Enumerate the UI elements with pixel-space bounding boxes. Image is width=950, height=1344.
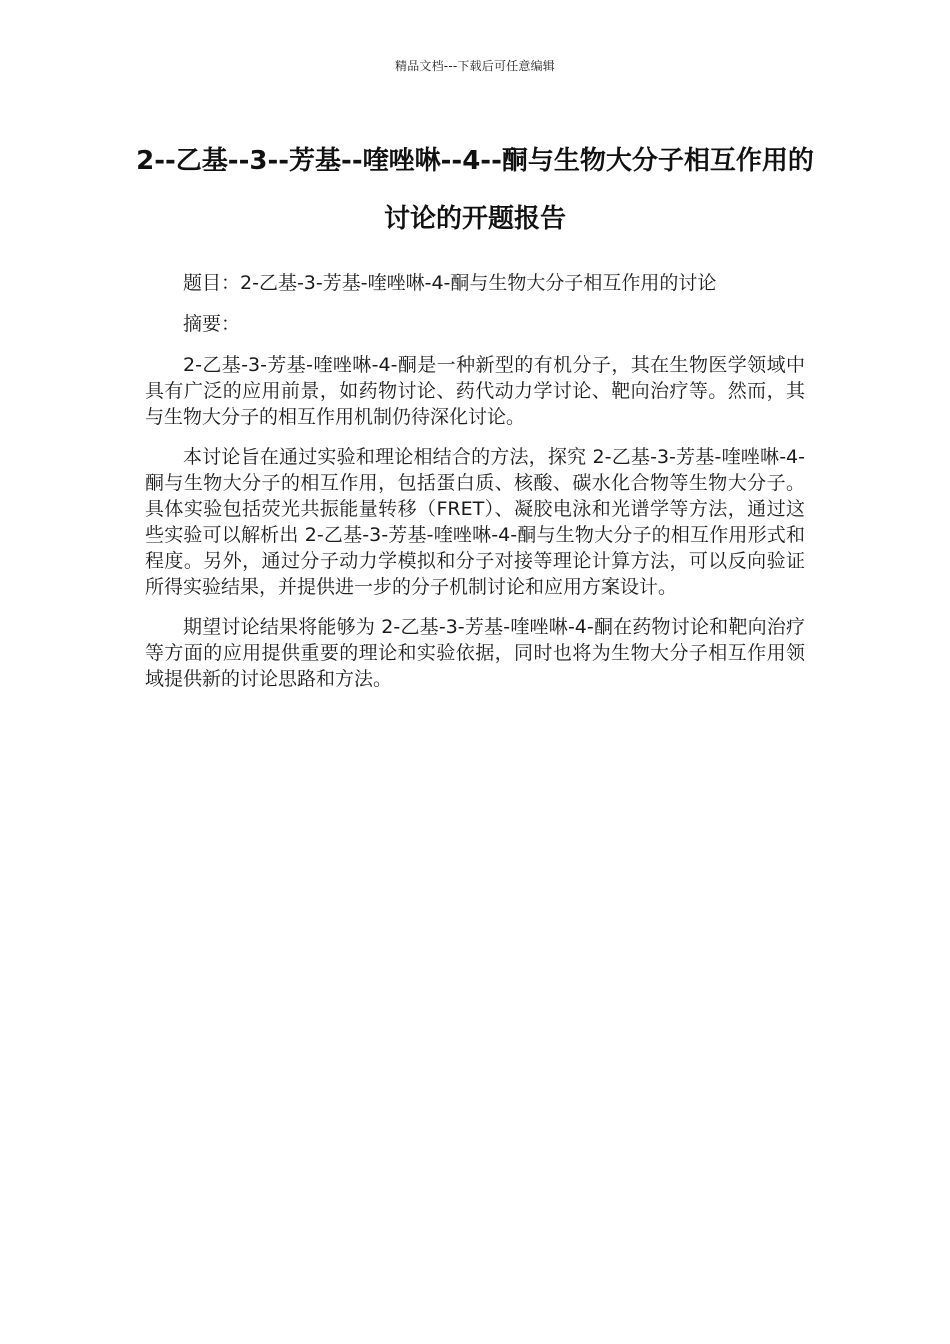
document-title: 2--乙基--3--芳基--喹唑啉--4--酮与生物大分子相互作用的讨论的开题报告 <box>136 146 814 234</box>
header-note: 精品文档---下载后可任意编辑 <box>395 59 555 73</box>
abstract-heading: 摘要： <box>183 313 241 335</box>
topic-paragraph: 题目：2-乙基-3-芳基-喹唑啉-4-酮与生物大分子相互作用的讨论 <box>183 272 717 294</box>
body-paragraph: 2-乙基-3-芳基-喹唑啉-4-酮是一种新型的有机分子，其在生物医学领域中具有广泛的应用前景，如药物讨论、药代动力学讨论、靶向治疗等。然而，其与生物大分子的相互作用机制仍待深化讨论。 <box>145 354 805 428</box>
document-body <box>145 270 805 706</box>
body-paragraph: 本讨论旨在通过实验和理论相结合的方法，探究 2-乙基-3-芳基-喹唑啉-4-酮与生物大分子的相互作用，包括蛋白质、核酸、碳水化合物等生物大分子。具体实验包括荧光共振能量转移（FRET）、凝胶电泳和光谱学等方法，通过这些实验可以解析出 2-乙基-3-芳基-喹唑啉-4-酮与生物大分子的相互作用形式和程度。另外，通过分子动力学模拟和分子对接等理论计算方法，可以反向验证所得实验结果，并提供进一步的分子机制讨论和应用方案设计。 <box>145 446 805 598</box>
body-paragraph: 期望讨论结果将能够为 2-乙基-3-芳基-喹唑啉-4-酮在药物讨论和靶向治疗等方面的应用提供重要的理论和实验依据，同时也将为生物大分子相互作用领域提供新的讨论思路和方法。 <box>145 616 805 690</box>
